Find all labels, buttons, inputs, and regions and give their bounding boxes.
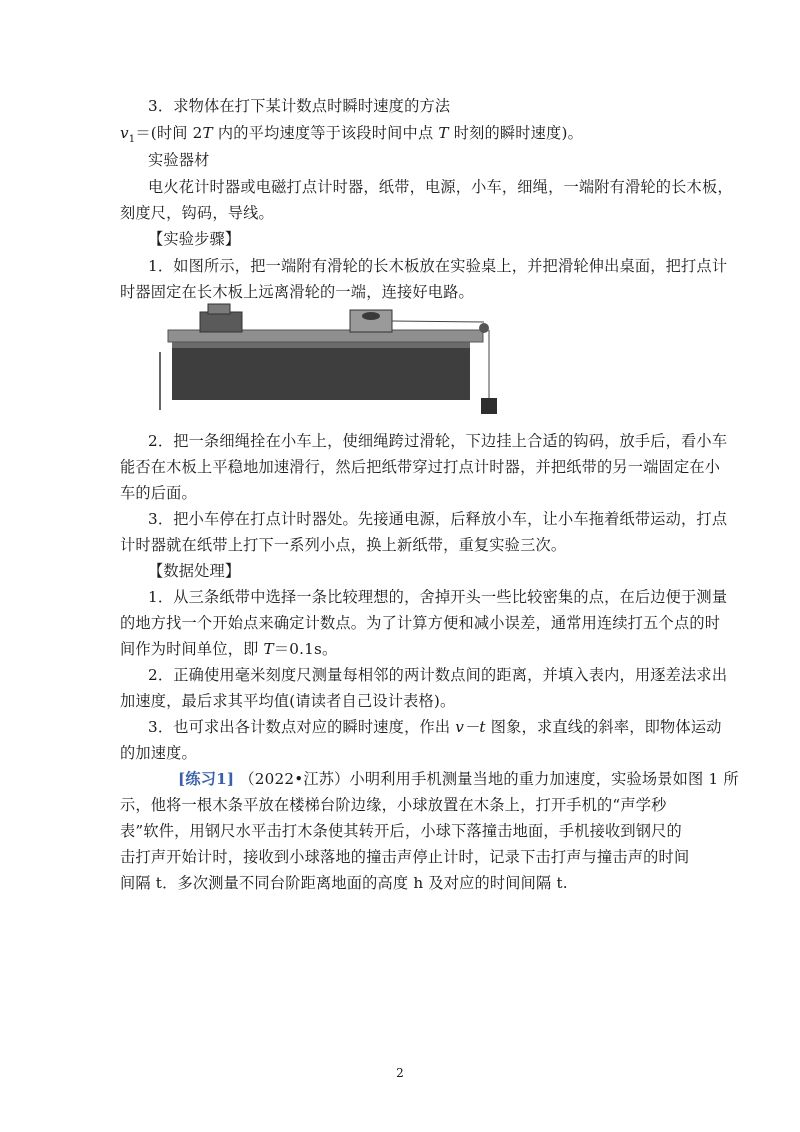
exercise-text: 示，他将一根木条平放在楼梯台阶边缘，小球放置在木条上，打开手机的“声学秒 [120,796,667,814]
formula-mid: 内的平均速度等于该段时间中点 [212,124,439,142]
formula-line [120,123,685,150]
method-title: 3．求物体在打下某计数点时瞬时速度的方法 [148,97,451,115]
exercise-text: 表”软件，用钢尺水平击打木条使其转开后，小球下落撞击地面，手机接收到钢尺的 [120,822,682,840]
experiment-apparatus-figure [150,300,510,422]
string [392,321,484,322]
step-text: 计时器就在纸带上打下一系列小点，换上新纸带，重复实验三次。 [120,536,567,554]
exercise-tag: [练习1] [178,770,235,788]
timer-device [200,312,242,332]
formula-T1: T [202,124,213,142]
step-text: 能否在木板上平稳地加速滑行，然后把纸带穿过打点计时器，并把纸带的另一端固定在小 [120,458,721,476]
formula-eq: ＝(时间 2 [135,124,203,142]
formula-sub: 1 [128,134,136,146]
hook-weight [481,398,497,414]
step-text: 车的后面。 [120,484,197,502]
page-number: 2 [396,1066,404,1080]
pulley [479,323,489,333]
data-heading: 【数据处理】 [148,562,241,580]
exercise-text: （2022•江苏）小明利用手机测量当地的重力加速度，实验场景如图 1 所 [239,770,739,788]
equipment-text: 刻度尺，钩码，导线。 [120,204,274,222]
exercise-text: 间隔 t．多次测量不同台阶距离地面的高度 h 及对应的时间间隔 t. [120,874,568,892]
step-text: 1．如图所示，把一端附有滑轮的长木板放在实验桌上，并把滑轮伸出桌面，把打点计 [148,257,728,275]
equipment-heading: 实验器材 [148,151,210,169]
data-text: 的地方找一个开始点来确定计数点。为了计算方便和减小误差，通常用连续打五个点的时 [120,614,721,632]
data-text-b: ＝0.1s。 [273,640,338,658]
data-text-vt: v－t [455,718,486,736]
data-text: 2．正确使用毫米刻度尺测量每相邻的两计数点间的距离，并填入表内，用逐差法求出 [148,666,728,684]
data-text [120,639,685,659]
formula-T2: T [438,124,449,142]
data-text: 的加速度。 [120,744,197,762]
equipment-text: 电火花计时器或电磁打点计时器，纸带，电源，小车，细绳，一端附有滑轮的长木板， [148,178,733,196]
data-text-T: T [263,640,274,658]
step-text: 3．把小车停在打点计时器处。先接通电源，后释放小车，让小车拖着纸带运动，打点 [148,510,728,528]
formula-v: v [120,124,129,142]
step-text: 时器固定在长木板上远离滑轮的一端，连接好电路。 [120,283,474,301]
data-text-a: 3．也可求出各计数点对应的瞬时速度，作出 [148,718,456,736]
data-text-a: 间作为时间单位，即 [120,640,264,658]
formula-end: 时刻的瞬时速度)。 [448,124,583,142]
table-body [172,340,470,400]
steps-heading: 【实验步骤】 [148,230,241,248]
timer-top [208,304,230,314]
cart-weight [362,312,380,320]
data-text: 加速度，最后求其平均值(请读者自己设计表格)。 [120,692,456,710]
data-text-b: 图象，求直线的斜率，即物体运动 [485,718,722,736]
exercise-text: 击打声开始计时，接收到小球落地的撞击声停止计时，记录下击打声与撞击声的时间 [120,848,690,866]
exercise-line [178,769,739,789]
data-text: 1．从三条纸带中选择一条比较理想的，舍掉开头一些比较密集的点，在后边便于测量 [148,588,728,606]
step-text: 2．把一条细绳拴在小车上，使细绳跨过滑轮，下边挂上合适的钩码，放手后，看小车 [148,432,728,450]
data-text [148,717,722,737]
